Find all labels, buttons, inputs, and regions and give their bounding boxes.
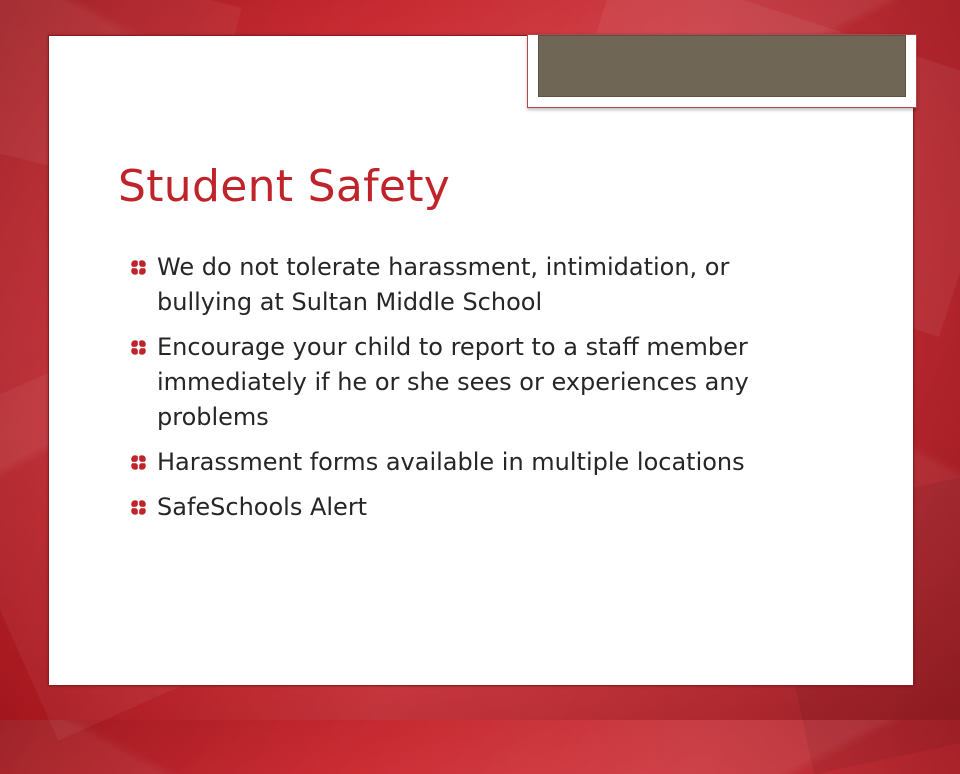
four-petal-bullet-icon: [130, 454, 147, 471]
four-petal-bullet-icon: [130, 339, 147, 356]
bullet-item: [130, 445, 790, 480]
photo-frame: [527, 34, 917, 108]
bullet-text: SafeSchools Alert: [157, 493, 368, 521]
bullet-text: Encourage your child to report to a staff member immediately if he or she sees or experiences any problems: [157, 333, 749, 431]
slide-title: Student Safety: [118, 161, 451, 212]
bullet-text: We do not tolerate harassment, intimidation, or bullying at Sultan Middle School: [157, 253, 730, 316]
bullet-list: [130, 250, 790, 535]
four-petal-bullet-icon: [130, 499, 147, 516]
bullet-item: [130, 330, 790, 435]
photo-placeholder: [538, 35, 906, 97]
bullet-item: [130, 490, 790, 525]
bullet-item: [130, 250, 790, 320]
bullet-text: Harassment forms available in multiple locations: [157, 448, 745, 476]
four-petal-bullet-icon: [130, 259, 147, 276]
